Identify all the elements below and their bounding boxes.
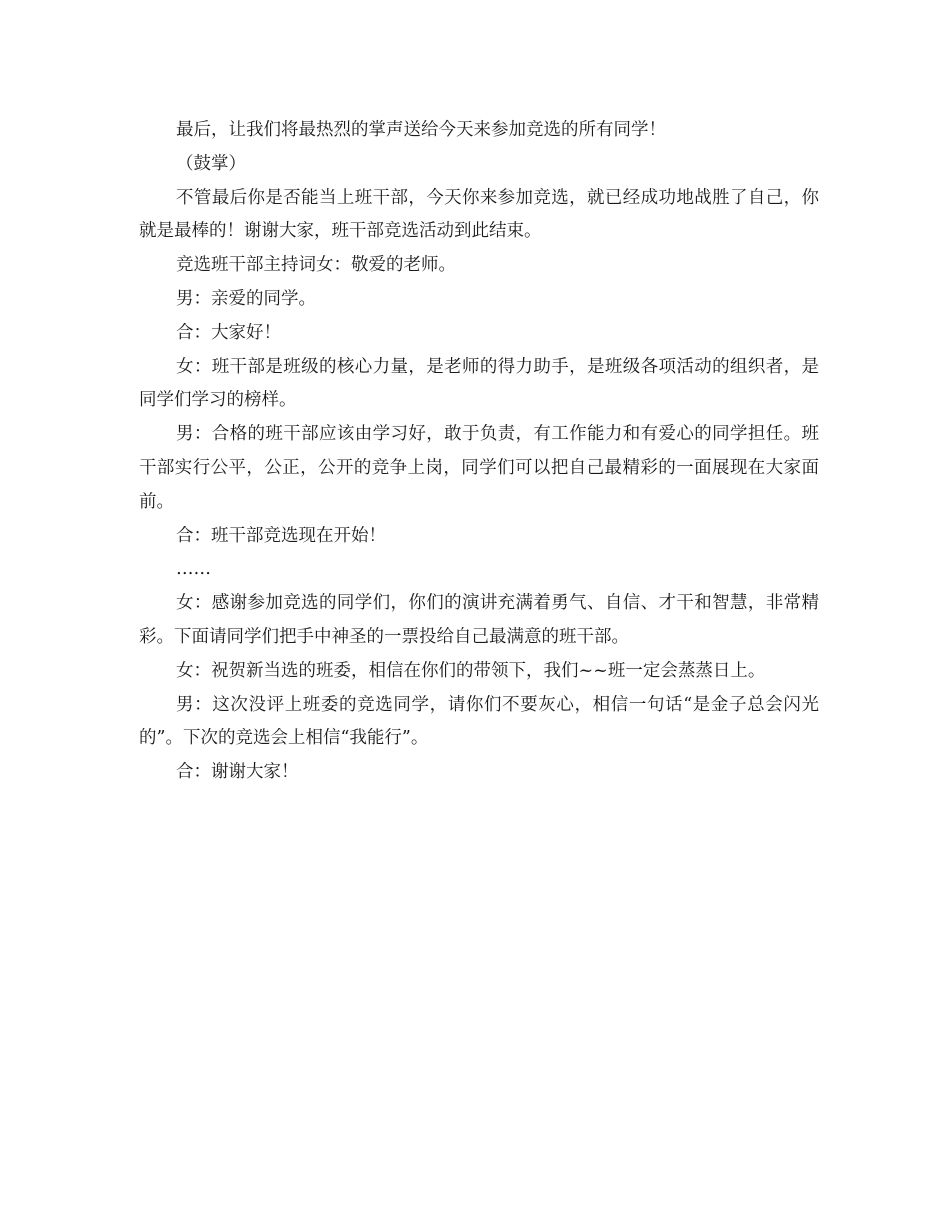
paragraph-female-intro: 女：班干部是班级的核心力量，是老师的得力助手，是班级各项活动的组织者，是同学们学习的榜样。 [139,356,819,411]
paragraph-female-congrats: 女：祝贺新当选的班委，相信在你们的带领下，我们~~班一定会蒸蒸日上。 [176,660,766,681]
paragraph-host-script-title: 竞选班干部主持词女：敬爱的老师。 [176,255,456,276]
paragraph-male-intro: 男：合格的班干部应该由学习好，敢于负责，有工作能力和有爱心的同学担任。班干部实行公平，公正，公开的竞争上岗，同学们可以把自己最精彩的一面展现在大家面前。 [139,424,819,512]
paragraph-ellipsis: …… [176,559,211,580]
paragraph-male-encourage: 男：这次没评上班委的竞选同学，请你们不要灰心，相信一句话“是金子总会闪光的”。下次的竞选会上相信“我能行”。 [139,694,819,749]
paragraph-joint-greeting: 合：大家好！ [176,322,281,343]
paragraph-joint-thanks: 合：谢谢大家！ [176,762,299,783]
paragraph-female-thanks: 女：感谢参加竞选的同学们，你们的演讲充满着勇气、自信、才干和智慧，非常精彩。下面请同学们把手中神圣的一票投给自己最满意的班干部。 [139,593,819,647]
paragraph-male-greeting: 男：亲爱的同学。 [176,288,316,309]
paragraph-joint-start: 合：班干部竞选现在开始！ [176,525,386,546]
paragraph-closing-remarks: 不管最后你是否能当上班干部，今天你来参加竞选，就已经成功地战胜了自己，你就是最棒的！谢谢大家，班干部竞选活动到此结束。 [139,187,819,242]
paragraph-applause-note: （鼓掌） [176,153,246,174]
document-body [139,114,819,790]
paragraph-closing-applause: 最后，让我们将最热烈的掌声送给今天来参加竞选的所有同学！ [176,120,666,140]
